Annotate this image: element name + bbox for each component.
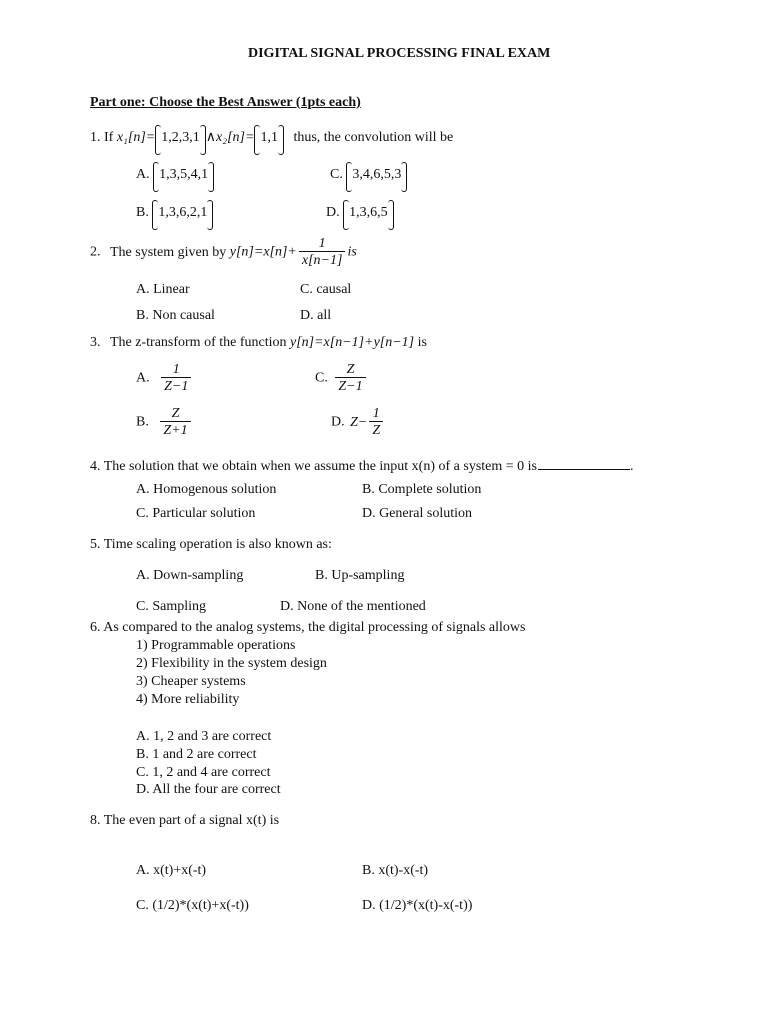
q1-d-set: 1,3,6,5 [343,206,394,220]
q3-d-num: 1 [372,406,380,421]
q4-option-a: A. Homogenous solution [136,482,277,497]
q1-option-b [136,206,213,220]
q3-b-fraction [160,406,190,439]
q3-b-label: B. [136,414,149,430]
question-3 [90,336,427,350]
q1-option-d [326,206,394,220]
q2-option-c: C. causal [300,282,352,297]
q6-option-c: C. 1, 2 and 4 are correct [136,765,271,780]
q3-lead: The z-transform of the function [110,335,287,350]
q2-frac-den: x[n−1] [299,251,346,268]
q8-option-a: A. x(t)+x(-t) [136,863,207,878]
q1-option-c [330,168,407,182]
question-6: 6. As compared to the analog systems, the digital processing of signals allows [90,620,526,635]
q6-item-1: 1) Programmable operations [136,638,296,653]
q2-option-d: D. all [300,308,332,323]
q6-option-b: B. 1 and 2 are correct [136,747,257,762]
part-heading: Part one: Choose the Best Answer (1pts each) [90,95,361,110]
q3-option-b [136,406,193,439]
q2-fraction [299,236,346,269]
q1-option-a [136,168,214,182]
q2-frac-num: 1 [318,236,326,251]
q3-c-label: C. [315,370,328,386]
q1-a-label: A. [136,167,150,183]
q1-number: 1. [90,130,101,146]
q5-option-b: B. Up-sampling [315,568,405,583]
q4-blank [538,469,630,470]
question-4 [90,460,634,474]
q6-option-d: D. All the four are correct [136,782,281,797]
q8-option-b: B. x(t)-x(-t) [362,863,429,878]
q2-tail: is [347,244,357,260]
q1-and: ∧ [205,130,217,146]
q1-x1-set: 1,2,3,1 [155,131,206,145]
q1-x2-set: 1,1 [254,131,284,145]
q1-if: If [104,130,114,146]
q8-option-c: C. (1/2)*(x(t)+x(-t)) [136,898,249,913]
q4-option-b: B. Complete solution [362,482,482,497]
question-2 [90,236,357,269]
q3-c-num: Z [346,362,355,377]
q5-option-d: D. None of the mentioned [280,599,426,614]
q3-d-prefix: Z− [350,414,368,430]
q2-lead: The system given by [110,244,227,260]
q1-d-label: D. [326,205,340,221]
q5-option-c: C. Sampling [136,599,207,614]
q3-equation: y[n]=x[n−1]+y[n−1] [290,335,415,350]
q4-end: . [630,459,634,474]
question-8: 8. The even part of a signal x(t) is [90,813,280,828]
q3-d-label: D. [331,414,345,430]
q3-option-c [315,362,368,395]
q6-item-4: 4) More reliability [136,692,240,707]
q1-c-label: C. [330,167,343,183]
q3-d-den: Z [369,421,383,438]
q3-b-num: Z [171,406,180,421]
q1-tail: thus, the convolution will be [293,130,454,146]
q6-item-3: 3) Cheaper systems [136,674,246,689]
q2-option-b: B. Non causal [136,308,215,323]
q3-tail: is [417,335,427,350]
q3-option-d [331,406,385,439]
q5-option-a: A. Down-sampling [136,568,244,583]
q6-option-a: A. 1, 2 and 3 are correct [136,729,272,744]
q4-text: 4. The solution that we obtain when we assume the input x(n) of a system = 0 is [90,459,538,474]
exam-title: DIGITAL SIGNAL PROCESSING FINAL EXAM [248,46,551,61]
q3-c-den: Z−1 [335,377,365,394]
q3-option-a [136,362,193,395]
q3-a-num: 1 [172,362,180,377]
q4-option-c: C. Particular solution [136,506,256,521]
q2-number: 2. [90,244,101,260]
q1-x2-lhs: x₂[n]= [216,130,255,146]
q8-option-d: D. (1/2)*(x(t)-x(-t)) [362,898,473,913]
question-5: 5. Time scaling operation is also known as: [90,537,332,552]
q3-a-fraction [161,362,191,395]
q1-a-set: 1,3,5,4,1 [153,168,214,182]
question-1 [90,131,453,145]
q3-a-label: A. [136,370,150,386]
q3-c-fraction [335,362,365,395]
q3-b-den: Z+1 [160,421,190,438]
q6-item-2: 2) Flexibility in the system design [136,656,327,671]
q1-x1-lhs: x₁[n]= [116,130,156,146]
q3-number: 3. [90,335,101,350]
q1-b-label: B. [136,205,149,221]
q3-d-fraction [369,406,383,439]
q4-option-d: D. General solution [362,506,473,521]
q2-option-a: A. Linear [136,282,190,297]
q2-eq-left: y[n]=x[n]+ [229,244,297,260]
q3-a-den: Z−1 [161,377,191,394]
q1-b-set: 1,3,6,2,1 [152,206,213,220]
q1-c-set: 3,4,6,5,3 [346,168,407,182]
